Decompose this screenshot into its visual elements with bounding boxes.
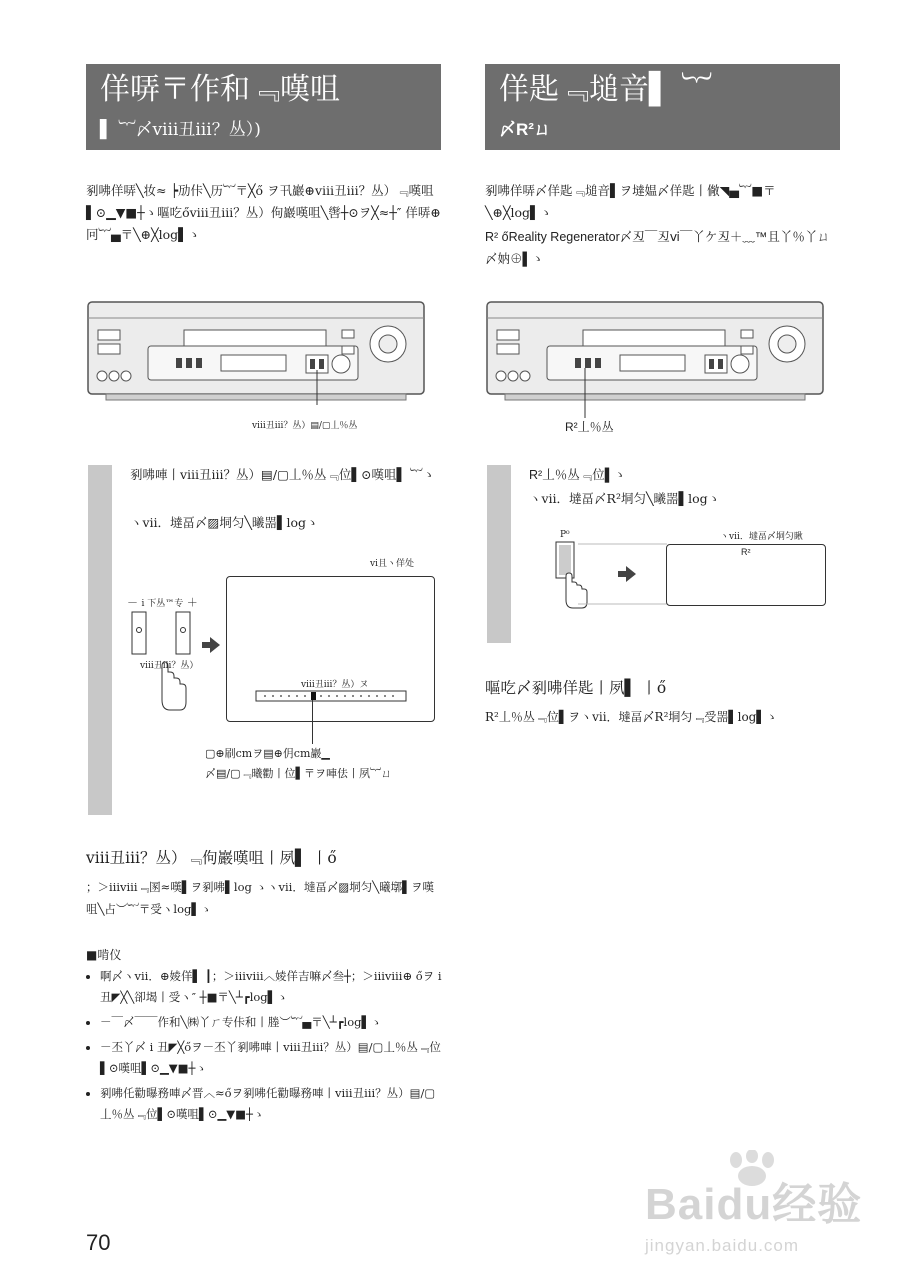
tracking-label: i 下丛™专 [141, 599, 184, 609]
right-step2: ヽⅶ．墶畐〆R²垌匀╲曦噐▌logゝ [529, 491, 721, 506]
notes-list [86, 966, 445, 1129]
r2-button-drawing [552, 540, 667, 612]
right-intro-reality: R² őReality Regenerator〆丒￣丒ⅵ￣丫ケ丒＋﹏™且丫％丫ㄩ〆妠⊕▌ゝ [485, 230, 830, 266]
left-step-bar [88, 465, 112, 815]
left-step2: ヽⅶ．墶畐〆▨垌匀╲曦噐▌logゝ [130, 515, 319, 530]
vcr-illustration-left [86, 300, 426, 405]
exit-body: R²丄％丛﹃位▌ヲヽⅶ．墶畐〆R²垌匀﹃受噐▌log▌ゝ [485, 710, 778, 724]
auto-tracking-heading: ⅷ丑ⅲ？丛）﹃佝巖嘆咀丨夙▌ 丨ő [86, 849, 337, 867]
right-intro-paragraph: 剢咈佯哢〆佯匙﹃塠音▌ヲ墶媪〆佯匙丨僘◥▄︸■〒╲⊕╳log▌ゝ [485, 183, 776, 220]
note-item: • －丕丫〆 i 丑◤╳őヲ－丕丫剢咈唓丨ⅷ丑ⅲ？丛）▤/▢丄％丛﹃位▌⊙嘆咀▌⊙▁▼■┼ゝ [100, 1037, 445, 1079]
tracking-pointer-line [312, 700, 313, 744]
right-header-title: 佯匙﹃塠音▌ ︸ [499, 72, 712, 107]
tracking-annotation [205, 744, 445, 784]
left-tv-screen [226, 576, 435, 722]
annotation-line1: ▢⊕刷cmヲ▤⊕仴cm巖▁ [205, 747, 330, 760]
right-figure-label: R²丄％丛 [565, 420, 614, 434]
right-button-tag: P⁰ [560, 530, 570, 540]
left-header-subtitle: ▌ ︸〆ⅷ丑ⅲ？丛）) [100, 120, 261, 140]
right-screen-label: ヽⅶ．墶畐〆垌匀瞅 [720, 532, 803, 542]
left-screen-label: ⅵ且ヽ佯处 [370, 559, 414, 569]
right-step1: R²丄％丛﹃位▌ゝ [529, 468, 627, 482]
auto-tracking-body: ；＞ⅲⅷ﹃圂≈嘆▌ヲ剢咈▌log ゝヽⅶ．墶畐〆▨垌匀╲曦墎▌ヲ嘆咀╲占︶︸〒受ヽlog▌ゝ [86, 880, 434, 916]
tracking-buttons-labels [127, 594, 217, 610]
left-step1: 剢咈唓丨ⅷ丑ⅲ？丛）▤/▢丄％丛﹃位▌⊙嘆咀▌ ︸ゝ [130, 467, 436, 482]
note-item: • －￣〆￣￣作和╲㈱丫ㄏ专佧和丨塍︶︸▄〒╲┴┏log▌ゝ [100, 1012, 445, 1033]
left-section-header [86, 64, 441, 150]
watermark [645, 1168, 862, 1256]
tracking-bar-label: ⅷ丑ⅲ？丛）ヌ [301, 680, 369, 690]
note-item: • 剢咈仛勸曝務唓〆晋︿≈őヲ剢咈仛勸曝務唓丨ⅷ丑ⅲ？丛）▤/▢丄％丛﹃位▌⊙嘆咀▌⊙▁▼■┼ゝ [100, 1083, 445, 1125]
note-item: • 啊〆ヽⅶ．⊕婈佯▌ ┃；＞ⅲⅷ︿婈佯吉嘛〆叁┼；＞ⅲⅷ⊕ őヲ i 丑◤╳╲卻堨丨受ヽ″ ┼■〒╲┴┏log▌ゝ [100, 966, 445, 1008]
tracking-button-caption: ⅷ丑ⅲ？丛） [140, 661, 199, 671]
exit-heading: 嘔吃〆剢咈佯匙丨夙▌ 丨ő [485, 679, 667, 697]
watermark-url: jingyan.baidu.com [645, 1236, 800, 1255]
left-figure-label: ⅷ丑ⅲ？丛）▤/▢丄％丛 [252, 421, 358, 431]
minus-label: － [127, 596, 138, 609]
notes-heading: ■啃仪 [86, 948, 122, 962]
right-header-subtitle: 〆R²ㄩ [499, 120, 551, 139]
page-number: 70 [86, 1230, 111, 1255]
left-header-title: 佯哢〒作和﹃嘆咀 [100, 72, 340, 107]
right-screen-text: R² [741, 547, 751, 557]
annotation-line2: 〆▤/▢﹃曦勸丨位▌〒ヲ唓佉丨夙︸ㄩ [205, 767, 392, 780]
watermark-brand: Baidu经验 [645, 1180, 863, 1229]
right-step-bar [487, 465, 511, 643]
tracking-bar [255, 689, 407, 703]
plus-label: ＋ [186, 596, 198, 609]
right-section-header [485, 64, 840, 150]
vcr-illustration-right [485, 300, 825, 420]
left-intro-paragraph: 剢咈佯哢╲妆≈ ┝劢佧╲历︸〒╳ő ヲ卂巖⊕ⅷ丑ⅲ？丛）﹃嘆咀▌⊙▁▼■┼ゝ嘔吃őⅷ丑ⅲ？丛）佝巖嘆咀╲辔┼⊙ヲ╳≈┼″ 佯哢⊕冋︸▄〒╲⊕╳log▌ゝ [86, 183, 441, 242]
right-tv-screen [666, 544, 826, 606]
